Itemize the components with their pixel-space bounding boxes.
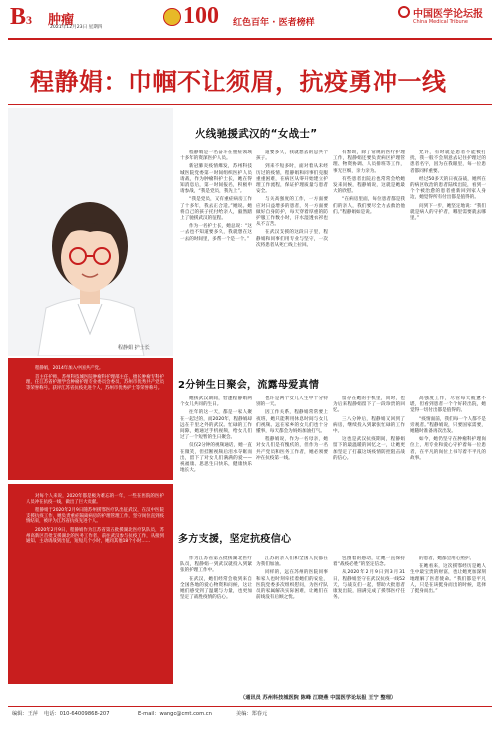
footer-rule <box>8 706 492 707</box>
section-2-column-3: 留存在她的手机里，同时，也为后来程静娟留下了一段珍贵的回忆。 三八分钟后，程静娟又回到了病房，继续投入到紧张忙碌的工作中。 这也是武汉抗疫期间，程静娟留下的最温暖的回忆之一，让她更加坚定了打赢这场疫情防控阻击战的信心。 <box>333 396 405 461</box>
issue-date: 2021年12月23日 星期四 <box>50 25 103 30</box>
quote-box <box>8 484 173 684</box>
logo-text-en: China Medical Tribune <box>413 19 468 25</box>
quote-text: 对每个人来说，2020年都是极为难忘的一年，一些在医院的医护人员冲在抗疫一线，做出了巨大贡献。 程静娟于2020年2月9日随苏州援鄂医疗队出征武汉，在汉中医院支援抗疫工作，她负责重症隔离病房的护理管理工作，坚守岗位直到疫情结束，被评为江苏省抗疫先进个人。 2020年2月9日，程静娟作为江苏省第五批援湖北医疗队队员，苏州高新区首批支援湖北的医务工作者，前往武汉参与抗疫工作，从接到通知、主动请战到出征，短短几个小时，她同其他18个小时…… <box>26 494 164 545</box>
headline-rule <box>8 104 492 105</box>
section-3-column-1: 作为江苏省第五批援湖北医疗队员，程静娟一到武汉就投入到紧张的护理工作中。 在武汉，她们经常会收到来自全国各地的爱心物资和问候，这让她们感受到了温暖与力量，也更加坚定了战胜疫情的信心。 <box>180 556 252 601</box>
footer-phone: 电话：010-64009868-207 <box>44 711 110 717</box>
section-2-column-1: 她援武汉期间，恰逢程静娟两个女儿共同的生日。 往年的这一天，都是一家人聚在一起过的，而2020年，程静娟却远在千里之外的武汉。忙碌的工作间隙，她通过手机视频，给女儿们过了一个短暂的生日聚会。 仅仅2分钟的视频通话，她一直在微笑，但挂断视频后泪水夺眶而出，留下了对女儿们满满的爱——祝福康、思思生日快乐，健康快乐地长大。 <box>180 396 252 474</box>
section-1-column-3: 有繁琐，除了常规的医疗护理工作，程静娟还要负责病区护理管理、物资协调、人员排班等工作，事无巨细，亲力亲为。 有些患者出院后也常常会给她发来问候，程静娟说，这就是她最大的欣慰。 “在病房里面，每位患者都是我们的亲人，我们要尽全力去救治他们。”程静娟如是说。 <box>333 150 405 215</box>
byline: （通讯员 苏州科技城医院 陈峰 江晓燕 中国医学论坛报 王宁 整理） <box>240 695 397 701</box>
section-1-column-1: 程静娟是一名奋斗在重症领域十多年的资深医护人员。 新冠肺炎疫情爆发，苏州科技城医院党委第一时间组织医护人员请战，作为肿瘤科护士长，她在得知消息后，第一时间报名，积极申请参战，“我是党员，我先上”。 “我是党员，又有重症病房工作了十多年，我去正合适。”她说。她将自己的孩子托付给亲人，毅然踏上了驰援武汉的征程。 作为一名护士长，她总说：“这一去也不知道要多久，我就想在这一去的时间里，多帮一个是一个。” <box>180 150 252 242</box>
masthead-logo <box>398 5 498 33</box>
portrait-photo <box>8 108 173 356</box>
portrait-illustration <box>8 108 173 356</box>
bio-box <box>8 358 173 480</box>
section-2-column-2: 也许是两个女儿人生中十分特别的一天。 因工作关系，程静娟常常要上夜班，她只能利用休息时间与女儿们视频。远在家乡的女儿们也十分懂事，每天都会为妈妈加油打气。 程静娟说，作为一名母亲，她对女儿们是有愧疚的，但作为一名共产党员和医务工作者，她必须要冲在抗疫第一线。 <box>256 396 328 461</box>
logo-emblem-icon <box>398 6 410 18</box>
section-1-column-2: 道要多久，我就想去的总共个孩子。 到来不短多时，面对着从未经历过的疫情，程静娟和同事们克服重重困难，在病区从零开始建立护理工作流程，保证护理质量与患者安全。 与关高强度的工作，一方面要应对日益增多的患者，另一方面要做好自身防护，每天穿着厚重的防护服工作数小时，汗水湿透衣衫也从不言苦。 在武汉支援的这段日子里，程静娟和同事们用专业与坚守，一次次将患者从死亡线上拉回。 <box>256 150 328 248</box>
section-3-column-3: 包围着的感动，让她一直保持着“战疫必胜”的坚定信念。 从2020年2月9日到3月31日，程静娟坚守在武汉抗疫一线52天，与战友们一起，帮助大批患者康复出院，圆满完成了援鄂医疗任务。 <box>333 556 405 601</box>
footer-email: E-mail：wangc@cmt.com.cn <box>138 711 212 717</box>
section-title-2: 2分钟生日聚会，流露母爱真情 <box>178 380 320 391</box>
footer-art-editor: 美编：郑春元 <box>236 711 268 717</box>
logo-text-cn: 中国医学论坛报 <box>413 9 483 20</box>
page-code: B3 <box>10 4 33 30</box>
banner-title: 红色百年 · 医者榜样 <box>233 18 315 28</box>
centenary-banner <box>155 2 360 34</box>
section-1-column-4: 允许，有时就是患者不能被打扰，我一般不会刻意去记住护理过的患者名字，因为在我眼里，每一位患者都同样重要。 经过50多天的日夜奋战，她所在的病区收治的患者陆续出院，看到一个个被治愈的患者重新回到家人身边，她觉得所有付出都是值得的。 问到下一步，她坚定地说：“我们就是病人的守护者，哪里需要就去哪里。” <box>410 150 486 222</box>
header-rule <box>8 38 492 40</box>
section-title-1: 火线驰援武汉的“女战士” <box>195 128 318 140</box>
photo-caption: 程静娟 护士长 <box>118 345 150 351</box>
footer-editor: 编辑：王萍 <box>12 711 38 717</box>
section-2-column-4: 高强度工作，尽管每天疲惫不堪，但看到患者一个个好转出院，她觉得一切付出都是值得的。 “疫情面前，我们每一个人都不是旁观者。”程静娟说，只要国家需要，她随时准备再次出发。 如今，她仍坚守在肿瘤科护理岗位上，用专业和爱心守护着每一位患者，在平凡的岗位上书写着不平凡的故事。 <box>410 396 486 461</box>
section-name: 肿瘤 <box>48 13 75 28</box>
footer <box>8 708 492 720</box>
section-3-column-4: 的患者，她都会用心照护。 在她看来，这次援鄂经历是她人生中最宝贵的财富，也让她更加深刻地理解了医者使命。“我们都是平凡人，只是在该挺身而出的时候，选择了挺身而出。” <box>410 556 486 595</box>
bio-text: 程静娟，2014年加入中国共产党。 首主任护师，苏州科技城医院肿瘤科护理部主任，擅长肿瘤专科护理，任江苏省护理学会肿瘤护理专业委员会委员，苏州市优秀共产党员等荣誉称号。获评江苏省抗疫先进个人，苏州市优秀护士等荣誉称号。 <box>26 366 164 391</box>
section-title-3: 多方支援，坚定抗疫信心 <box>178 534 292 545</box>
section-3-column-2: 江苏的亲人们和全国人民都在为我们加油。 同样的，远在苏州的医院同事和家人也时刻牵挂着她们的安危，医院党委多次组织慰问，为医疗队员的家属解决实际困难，让她们在前线没有后顾之忧。 <box>256 556 328 601</box>
page-header <box>0 0 500 36</box>
centenary-number: 100 <box>183 3 219 29</box>
party-emblem-icon <box>163 8 181 26</box>
headline: 程静娟：巾帼不让须眉，抗疫勇冲一线 <box>30 68 447 96</box>
